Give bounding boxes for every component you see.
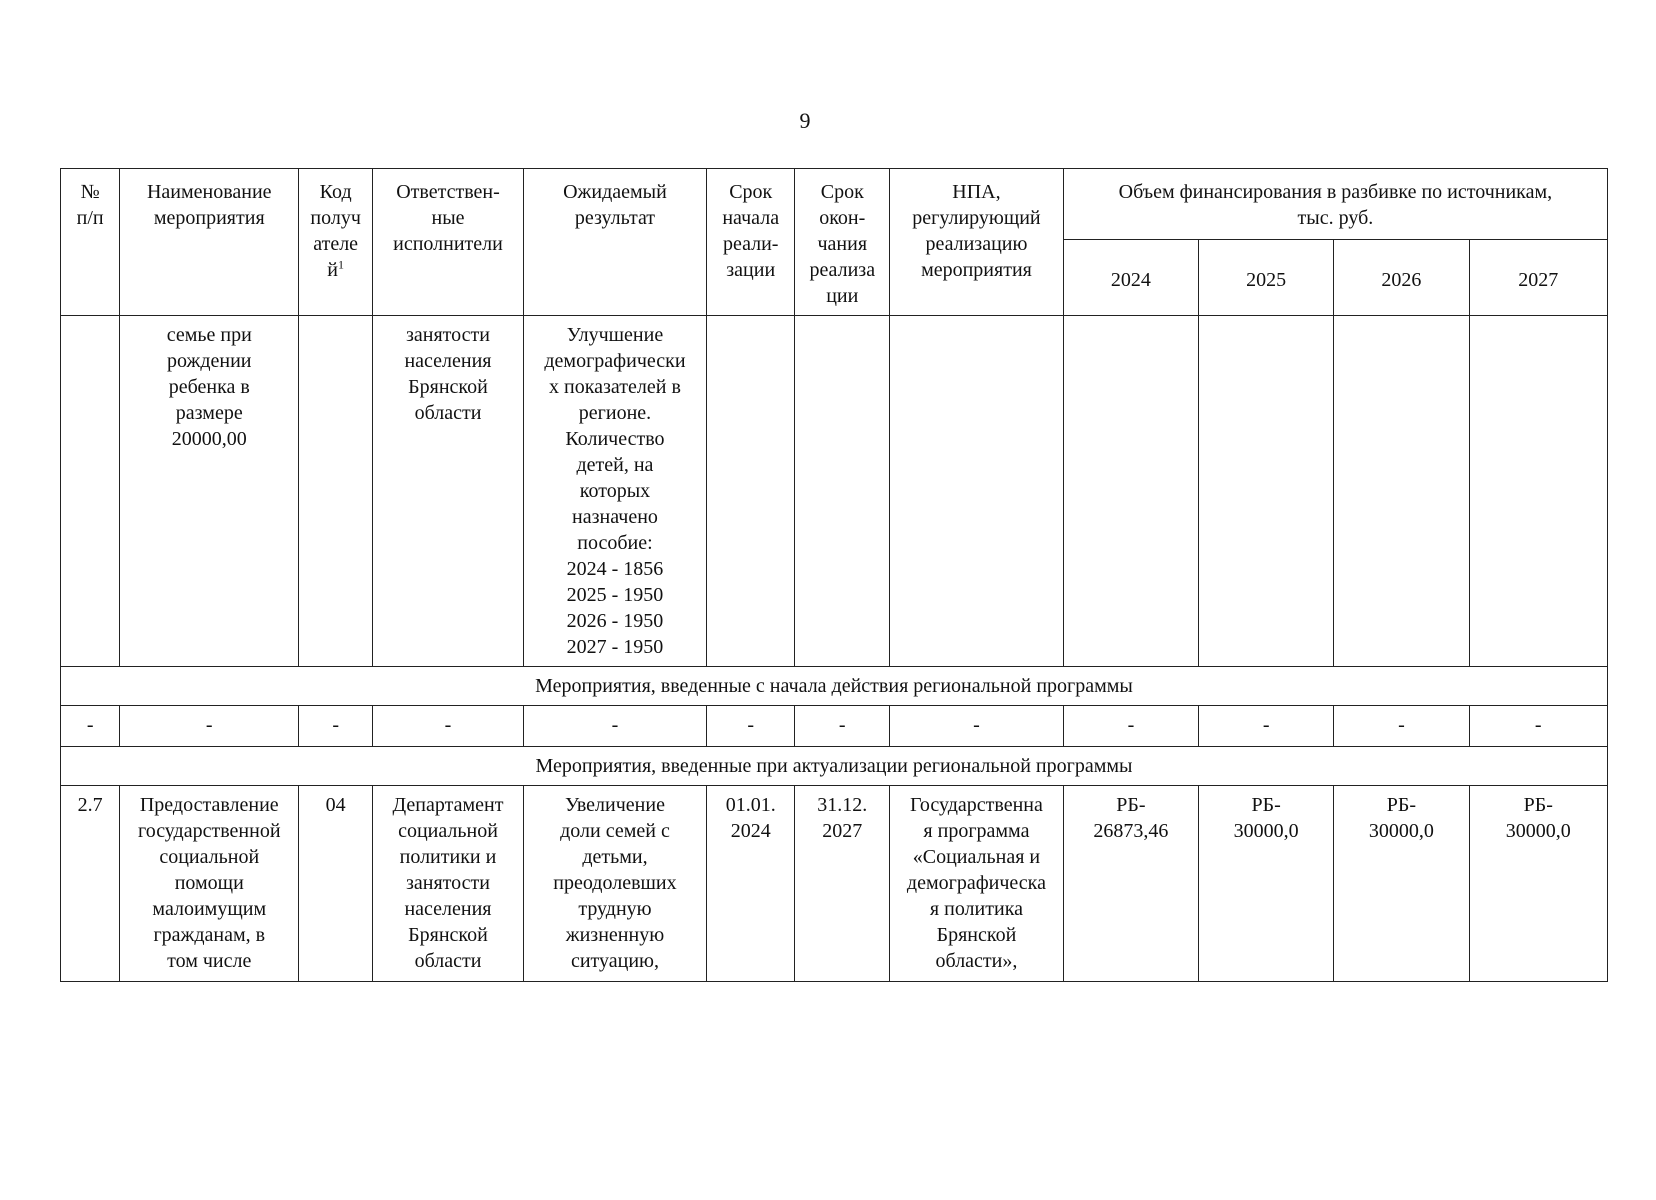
header-code-footnote: 1	[338, 257, 344, 272]
dash-cell: -	[61, 706, 120, 747]
dash-cell: -	[1334, 706, 1469, 747]
dash-cell: -	[373, 706, 524, 747]
cell-num	[61, 316, 120, 667]
page-number: 9	[799, 108, 811, 133]
cell-2026: РБ- 30000,0	[1334, 786, 1469, 982]
header-num: № п/п	[61, 169, 120, 316]
table-row	[61, 316, 1608, 667]
section-heading-row	[61, 667, 1608, 706]
cell-2027	[1469, 316, 1607, 667]
header-responsible: Ответствен- ные исполнители	[373, 169, 524, 316]
cell-name: семье при рождении ребенка в размере 20000,00	[120, 316, 299, 667]
dash-cell: -	[1199, 706, 1334, 747]
header-year-2025: 2025	[1199, 240, 1334, 316]
cell-responsible: занятости населения Брянской области	[373, 316, 524, 667]
cell-npa: Государственна я программа «Социальная и демографическа я политика Брянской области»,	[890, 786, 1064, 982]
header-code-label: Код получ ателе й	[310, 181, 361, 281]
table-row	[61, 786, 1608, 982]
header-name: Наименование мероприятия	[120, 169, 299, 316]
section-heading-updated: Мероприятия, введенные при актуализации региональной программы	[61, 747, 1608, 786]
cell-2026	[1334, 316, 1469, 667]
header-code	[299, 169, 373, 316]
dash-cell: -	[890, 706, 1064, 747]
cell-result: Увеличение доли семей с детьми, преодолевших трудную жизненную ситуацию,	[523, 786, 706, 982]
dash-cell: -	[299, 706, 373, 747]
cell-end	[795, 316, 890, 667]
dash-cell: -	[707, 706, 795, 747]
section-heading-row	[61, 747, 1608, 786]
header-year-2026: 2026	[1334, 240, 1469, 316]
dash-cell: -	[120, 706, 299, 747]
cell-2024	[1063, 316, 1198, 667]
cell-npa	[890, 316, 1064, 667]
section-heading-initial: Мероприятия, введенные с начала действия региональной программы	[61, 667, 1608, 706]
cell-2025: РБ- 30000,0	[1199, 786, 1334, 982]
cell-code: 04	[299, 786, 373, 982]
cell-start: 01.01. 2024	[707, 786, 795, 982]
header-year-2024: 2024	[1063, 240, 1198, 316]
cell-2025	[1199, 316, 1334, 667]
dash-cell: -	[795, 706, 890, 747]
header-end: Срок окон- чания реализа ции	[795, 169, 890, 316]
cell-start	[707, 316, 795, 667]
dash-cell: -	[523, 706, 706, 747]
dash-row	[61, 706, 1608, 747]
cell-2024: РБ- 26873,46	[1063, 786, 1198, 982]
cell-2027: РБ- 30000,0	[1469, 786, 1607, 982]
cell-num: 2.7	[61, 786, 120, 982]
cell-responsible: Департамент социальной политики и занятости населения Брянской области	[373, 786, 524, 982]
dash-cell: -	[1469, 706, 1607, 747]
header-start: Срок начала реали- зации	[707, 169, 795, 316]
cell-result: Улучшение демографически х показателей в регионе. Количество детей, на которых назначено пособие: 2024 - 1856 2025 - 1950 2026 - 1950 2027 - 1950	[523, 316, 706, 667]
cell-end: 31.12. 2027	[795, 786, 890, 982]
cell-name: Предоставление государственной социальной помощи малоимущим гражданам, в том числе	[120, 786, 299, 982]
header-npa: НПА, регулирующий реализацию мероприятия	[890, 169, 1064, 316]
header-row-1	[61, 169, 1608, 240]
cell-code	[299, 316, 373, 667]
dash-cell: -	[1063, 706, 1198, 747]
program-activities-table	[60, 168, 1608, 982]
header-result: Ожидаемый результат	[523, 169, 706, 316]
header-funding: Объем финансирования в разбивке по источникам, тыс. руб.	[1063, 169, 1607, 240]
header-year-2027: 2027	[1469, 240, 1607, 316]
